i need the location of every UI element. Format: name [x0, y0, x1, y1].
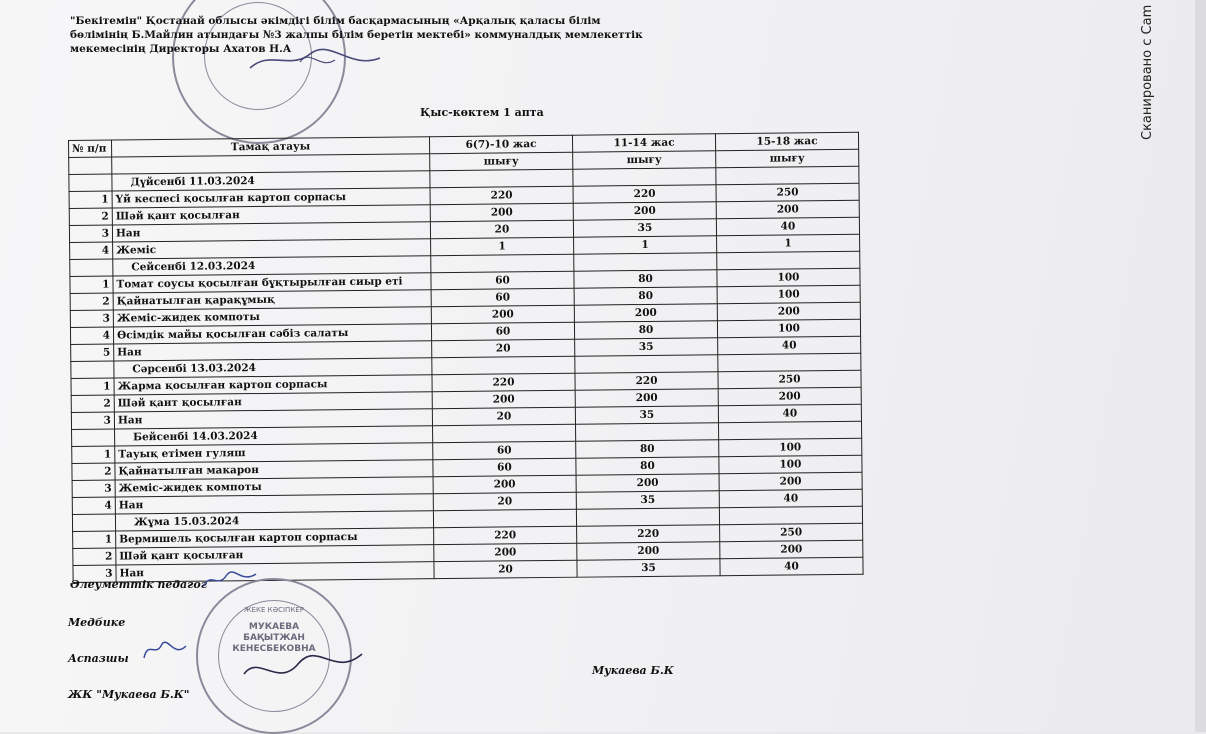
row-number: 3 — [69, 225, 112, 242]
row-number: 2 — [73, 548, 116, 565]
portion-age-11-14: 1 — [574, 236, 717, 254]
portion-age-6-10: 200 — [432, 390, 575, 408]
portion-age-11-14: 80 — [574, 270, 717, 288]
header-line-1: "Бекітемін" Қостанай облысы әкімдігі білім басқармасының «Арқалық қаласы білім — [70, 15, 601, 27]
portion-age-11-14: 200 — [577, 542, 720, 560]
row-number: 2 — [71, 395, 114, 412]
scanner-watermark: Сканировано с Cam — [1140, 4, 1155, 140]
portion-age-6-10: 220 — [430, 186, 573, 204]
portion-age-6-10 — [431, 254, 574, 272]
portion-age-15-18: 250 — [716, 183, 859, 201]
row-number — [69, 174, 112, 191]
portion-age-15-18: 40 — [718, 336, 861, 354]
dish-name: Шәй қант қосылған — [114, 392, 432, 412]
dish-name: Шәй қант қосылған — [112, 205, 430, 225]
dish-name: Жеміс-жидек компоты — [113, 307, 431, 327]
portion-age-6-10 — [433, 424, 576, 442]
menu-body — [69, 166, 863, 582]
portion-age-6-10 — [430, 169, 573, 187]
pedagog-signature — [200, 568, 260, 592]
portion-age-15-18: 100 — [719, 438, 862, 456]
director-signature — [240, 40, 390, 80]
portion-age-15-18: 40 — [716, 217, 859, 235]
portion-age-15-18: 40 — [719, 489, 862, 507]
dish-name: Өсімдік майы қосылған сәбіз салаты — [113, 324, 431, 344]
portion-age-11-14: 80 — [574, 287, 717, 305]
dish-name: Нан — [112, 222, 430, 242]
header-line-3: мекемесінің Директоры Ахатов Н.А — [70, 43, 292, 55]
dish-name: Қайнатылған қарақұмық — [113, 290, 431, 310]
portion-age-11-14 — [576, 423, 719, 441]
row-number: 4 — [70, 327, 113, 344]
row-number — [71, 361, 114, 378]
day-label: Сәрсенбі 13.03.2024 — [114, 358, 432, 378]
portion-age-15-18 — [719, 506, 862, 524]
entrepreneur-signature — [238, 644, 368, 694]
dish-name: Вермишель қосылған картоп сорпасы — [116, 528, 434, 548]
portion-age-11-14: 200 — [575, 389, 718, 407]
portion-age-15-18: 200 — [719, 472, 862, 490]
row-number: 3 — [73, 565, 116, 582]
footer-nurse: Медбике — [68, 616, 126, 629]
portion-age-11-14: 200 — [576, 474, 719, 492]
portion-age-15-18: 100 — [717, 285, 860, 303]
day-label: Бейсенбі 14.03.2024 — [115, 426, 433, 446]
portion-age-6-10: 20 — [433, 492, 576, 510]
footer-cook: Аспазшы — [68, 652, 129, 665]
portion-age-15-18: 40 — [718, 404, 861, 422]
unit-label: шығу — [430, 152, 573, 170]
portion-age-11-14: 35 — [575, 338, 718, 356]
portion-age-11-14: 200 — [573, 202, 716, 220]
portion-age-15-18: 200 — [717, 302, 860, 320]
dish-name: Тауық етімен гуляш — [115, 443, 433, 463]
portion-age-6-10: 60 — [433, 441, 576, 459]
week-title: Қыс-көктем 1 апта — [420, 106, 544, 119]
portion-age-15-18: 100 — [717, 319, 860, 337]
portion-age-15-18: 200 — [716, 200, 859, 218]
portion-age-11-14: 35 — [573, 219, 716, 237]
portion-age-6-10: 220 — [434, 526, 577, 544]
header-line-2: бөлімінің Б.Майлин атындағы №3 жалпы білім беретін мектебі» коммуналдық мемлекеттік — [70, 29, 643, 41]
dish-name: Жеміс — [113, 239, 431, 259]
row-number: 1 — [73, 531, 116, 548]
row-number: 1 — [69, 191, 112, 208]
portion-age-11-14: 220 — [577, 525, 720, 543]
dish-name: Томат соусы қосылған бұқтырылған сиыр еті — [113, 273, 431, 293]
row-number: 1 — [70, 276, 113, 293]
portion-age-6-10: 60 — [431, 271, 574, 289]
portion-age-6-10: 20 — [432, 407, 575, 425]
portion-age-6-10: 20 — [430, 220, 573, 238]
col-age-11-14-header: 11-14 жас — [572, 134, 715, 152]
portion-age-6-10 — [433, 509, 576, 527]
row-number: 4 — [70, 242, 113, 259]
portion-age-6-10 — [432, 356, 575, 374]
dish-name: Жарма қосылған картоп сорпасы — [114, 375, 432, 395]
stamp-top-text: ЖЕКЕ КӘСІПКЕР — [244, 606, 304, 614]
portion-age-11-14: 80 — [574, 321, 717, 339]
dish-name: Нан — [114, 341, 432, 361]
portion-age-15-18: 200 — [720, 540, 863, 558]
portion-age-15-18 — [718, 421, 861, 439]
portion-age-6-10: 200 — [433, 475, 576, 493]
row-number: 2 — [72, 463, 115, 480]
portion-age-15-18: 100 — [717, 268, 860, 286]
row-number: 2 — [69, 208, 112, 225]
portion-age-11-14 — [574, 253, 717, 271]
row-number: 4 — [72, 497, 115, 514]
stamp-owner-name: МУКАЕВА БАҚЫТЖАН КЕНЕСБЕКОВНА — [232, 622, 316, 654]
portion-age-11-14: 220 — [573, 185, 716, 203]
portion-age-11-14: 80 — [576, 457, 719, 475]
row-number: 5 — [71, 344, 114, 361]
col-number-header: № п/п — [69, 140, 112, 157]
portion-age-6-10: 220 — [432, 373, 575, 391]
portion-age-11-14: 35 — [577, 559, 720, 577]
dish-name: Нан — [115, 494, 433, 514]
row-number — [70, 259, 113, 276]
portion-age-6-10: 1 — [431, 237, 574, 255]
portion-age-11-14: 35 — [575, 406, 718, 424]
col-age-15-18-header: 15-18 жас — [715, 132, 858, 150]
portion-age-6-10: 60 — [431, 322, 574, 340]
unit-label: шығу — [573, 151, 716, 169]
dish-name: Нан — [116, 562, 434, 582]
portion-age-15-18: 250 — [718, 370, 861, 388]
portion-age-11-14: 200 — [574, 304, 717, 322]
footer-social-pedagog: Әлеуметтік педагог — [70, 578, 207, 591]
row-number: 1 — [72, 446, 115, 463]
portion-age-6-10: 200 — [430, 203, 573, 221]
row-number — [72, 429, 115, 446]
row-number: 3 — [72, 480, 115, 497]
portion-age-6-10: 20 — [432, 339, 575, 357]
footer-entrepreneur: ЖК "Мукаева Б.К" — [68, 688, 190, 701]
portion-age-6-10: 200 — [431, 305, 574, 323]
portion-age-6-10: 60 — [433, 458, 576, 476]
portion-age-15-18: 250 — [720, 523, 863, 541]
portion-age-15-18 — [716, 166, 859, 184]
day-label: Сейсенбі 12.03.2024 — [113, 256, 431, 276]
menu-table — [68, 132, 864, 583]
footer-signatory: Мукаева Б.К — [592, 664, 674, 677]
row-number: 3 — [71, 412, 114, 429]
portion-age-11-14 — [573, 168, 716, 186]
portion-age-11-14 — [575, 355, 718, 373]
portion-age-6-10: 20 — [434, 560, 577, 578]
row-number: 3 — [70, 310, 113, 327]
cook-signature — [140, 634, 190, 664]
unit-label: шығу — [716, 149, 859, 167]
dish-name: Үй кеспесі қосылған картоп сорпасы — [112, 188, 430, 208]
dish-name: Нан — [114, 409, 432, 429]
portion-age-11-14: 35 — [576, 491, 719, 509]
portion-age-15-18: 40 — [720, 557, 863, 575]
col-age-6-10-header: 6(7)-10 жас — [429, 135, 572, 153]
portion-age-15-18: 200 — [718, 387, 861, 405]
portion-age-11-14 — [576, 508, 719, 526]
portion-age-11-14: 220 — [575, 372, 718, 390]
row-number — [72, 514, 115, 531]
page-edge — [1195, 0, 1206, 732]
row-number: 1 — [71, 378, 114, 395]
day-label: Жұма 15.03.2024 — [115, 511, 433, 531]
row-number: 2 — [70, 293, 113, 310]
dish-name: Шәй қант қосылған — [116, 545, 434, 565]
col-dish-name-header: Тамақ атауы — [112, 137, 430, 157]
portion-age-11-14: 80 — [576, 440, 719, 458]
portion-age-15-18 — [718, 353, 861, 371]
portion-age-15-18: 100 — [719, 455, 862, 473]
portion-age-15-18 — [717, 251, 860, 269]
portion-age-15-18: 1 — [717, 234, 860, 252]
dish-name: Қайнатылған макарон — [115, 460, 433, 480]
portion-age-6-10: 60 — [431, 288, 574, 306]
day-label: Дүйсенбі 11.03.2024 — [112, 171, 430, 191]
portion-age-6-10: 200 — [434, 543, 577, 561]
dish-name: Жеміс-жидек компоты — [115, 477, 433, 497]
